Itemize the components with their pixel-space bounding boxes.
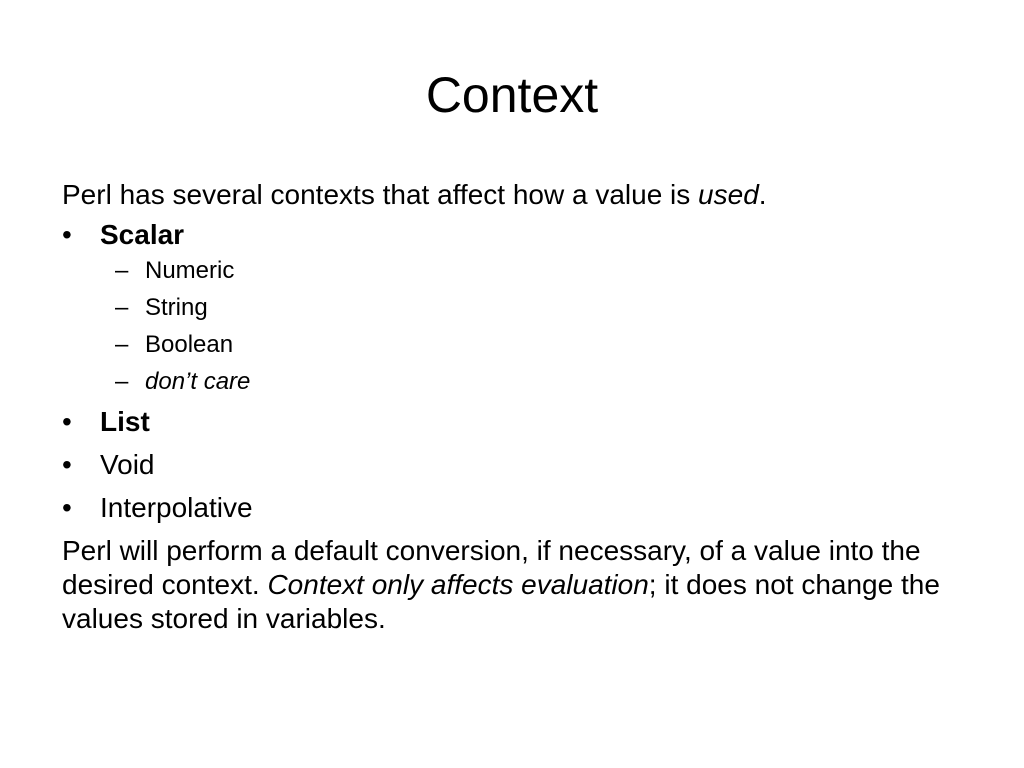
list-item-label: Scalar (100, 219, 185, 250)
dash-icon: – (115, 368, 129, 395)
outro-paragraph (62, 534, 962, 636)
context-list (62, 218, 962, 525)
list-item-label: Interpolative (100, 492, 253, 523)
outro-emphasis: Context only affects evaluation (267, 569, 649, 600)
outro-end: ; it does not change the values stored in variables. (62, 569, 940, 634)
intro-paragraph (62, 178, 962, 212)
sublist-item-dont-care (100, 367, 962, 396)
intro-text: Perl has several contexts that affect how a value is (62, 179, 699, 210)
dash-icon: – (115, 257, 129, 284)
intro-end: . (758, 179, 767, 210)
bullet-icon: • (62, 492, 72, 523)
bullet-icon: • (62, 219, 72, 250)
sublist-item-numeric (100, 256, 962, 285)
dash-icon: – (115, 294, 129, 321)
sublist-item-string (100, 293, 962, 322)
outro-text: Perl will perform a default conversion, if necessary, of a value into the desired context. (62, 535, 921, 600)
sublist-item-label: don’t care (145, 368, 251, 395)
list-item-void (62, 448, 962, 482)
bullet-icon: • (62, 449, 72, 480)
scalar-sublist (100, 256, 962, 396)
sublist-item-boolean (100, 330, 962, 359)
slide-title: Context (425, 67, 599, 123)
dash-icon: – (115, 331, 129, 358)
list-item-label: List (100, 406, 150, 437)
list-item-list (62, 405, 962, 439)
sublist-item-label: Boolean (145, 331, 234, 358)
sublist-item-label: Numeric (145, 257, 235, 284)
slide-body (62, 178, 962, 636)
intro-emphasis: used (698, 179, 759, 210)
bullet-icon: • (62, 406, 72, 437)
list-item-label: Void (100, 449, 155, 480)
sublist-item-label: String (145, 294, 208, 321)
list-item-interpolative (62, 491, 962, 525)
list-item-scalar (62, 218, 962, 396)
